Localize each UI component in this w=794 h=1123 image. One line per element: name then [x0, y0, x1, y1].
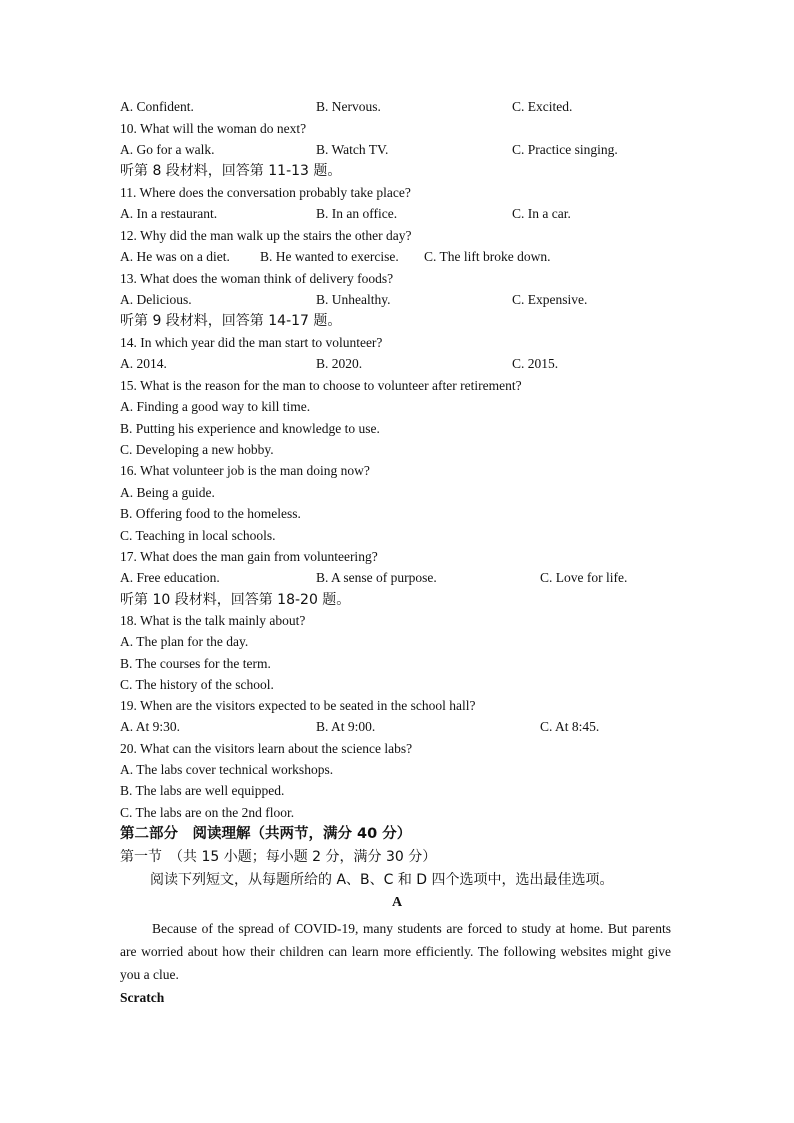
q18-option-b: B. The courses for the term.	[120, 656, 271, 671]
q15-option-a: A. Finding a good way to kill time.	[120, 399, 311, 414]
part-2-title: 第二部分 阅读理解（共两节，满分 40 分）	[120, 826, 412, 842]
q9-option-c: C. Excited.	[512, 99, 573, 114]
q9-option-b: B. Nervous.	[316, 99, 381, 114]
q14-option-c: C. 2015.	[512, 356, 559, 371]
q12-option-c: C. The lift broke down.	[424, 249, 551, 264]
q18-question: 18. What is the talk mainly about?	[120, 613, 306, 628]
q13-option-c: C. Expensive.	[512, 292, 588, 307]
q9-option-a: A. Confident.	[120, 99, 194, 114]
q12-option-b: B. He wanted to exercise.	[260, 249, 399, 264]
q14-option-a: A. 2014.	[120, 356, 167, 371]
q16-question: 16. What volunteer job is the man doing now?	[120, 463, 370, 478]
q11-option-b: B. In an office.	[316, 206, 398, 221]
q12-question: 12. Why did the man walk up the stairs the other day?	[120, 228, 412, 243]
q12-option-a: A. He was on a diet.	[120, 249, 230, 264]
q19-option-c: C. At 8:45.	[540, 719, 600, 734]
q15-option-b: B. Putting his experience and knowledge to use.	[120, 421, 380, 436]
q20-option-a: A. The labs cover technical workshops.	[120, 762, 334, 777]
q10-option-b: B. Watch TV.	[316, 142, 389, 157]
q20-option-c: C. The labs are on the 2nd floor.	[120, 805, 295, 820]
q19-option-a: A. At 9:30.	[120, 719, 181, 734]
q13-option-a: A. Delicious.	[120, 292, 192, 307]
q20-question: 20. What can the visitors learn about the science labs?	[120, 741, 413, 756]
q16-option-c: C. Teaching in local schools.	[120, 528, 276, 543]
q11-option-c: C. In a car.	[512, 206, 571, 221]
section-10-heading: 听第 10 段材料，回答第 18-20 题。	[120, 592, 351, 608]
q20-option-b: B. The labs are well equipped.	[120, 783, 285, 798]
q10-option-c: C. Practice singing.	[512, 142, 618, 157]
q19-option-b: B. At 9:00.	[316, 719, 376, 734]
reading-instructions: 阅读下列短文，从每题所给的 A、B、C 和 D 四个选项中，选出最佳选项。	[150, 872, 614, 888]
q16-option-a: A. Being a guide.	[120, 485, 215, 500]
q18-option-c: C. The history of the school.	[120, 677, 274, 692]
q14-option-b: B. 2020.	[316, 356, 363, 371]
section-8-heading: 听第 8 段材料，回答第 11-13 题。	[120, 163, 342, 179]
q16-option-b: B. Offering food to the homeless.	[120, 506, 301, 521]
q17-option-b: B. A sense of purpose.	[316, 570, 437, 585]
q17-option-a: A. Free education.	[120, 570, 220, 585]
q19-question: 19. When are the visitors expected to be seated in the school hall?	[120, 698, 476, 713]
subheading-scratch: Scratch	[120, 990, 165, 1005]
q18-option-a: A. The plan for the day.	[120, 634, 249, 649]
passage-label: A	[391, 895, 403, 910]
q17-question: 17. What does the man gain from volunteering?	[120, 549, 378, 564]
q11-option-a: A. In a restaurant.	[120, 206, 218, 221]
q15-question: 15. What is the reason for the man to choose to volunteer after retirement?	[120, 378, 522, 393]
q13-question: 13. What does the woman think of delivery foods?	[120, 271, 394, 286]
q11-question: 11. Where does the conversation probably take place?	[120, 185, 411, 200]
passage-paragraph: Because of the spread of COVID-19, many students are forced to study at home. But parents are worried about how their children can learn more efficiently. The following websites might give you a clue.	[120, 921, 671, 982]
section-9-heading: 听第 9 段材料，回答第 14-17 题。	[120, 313, 342, 329]
section-1-title: 第一节 （共 15 小题；每小题 2 分，满分 30 分）	[120, 849, 437, 865]
q15-option-c: C. Developing a new hobby.	[120, 442, 274, 457]
q17-option-c: C. Love for life.	[540, 570, 628, 585]
q13-option-b: B. Unhealthy.	[316, 292, 391, 307]
q10-option-a: A. Go for a walk.	[120, 142, 215, 157]
q10-question: 10. What will the woman do next?	[120, 121, 307, 136]
q14-question: 14. In which year did the man start to volunteer?	[120, 335, 383, 350]
